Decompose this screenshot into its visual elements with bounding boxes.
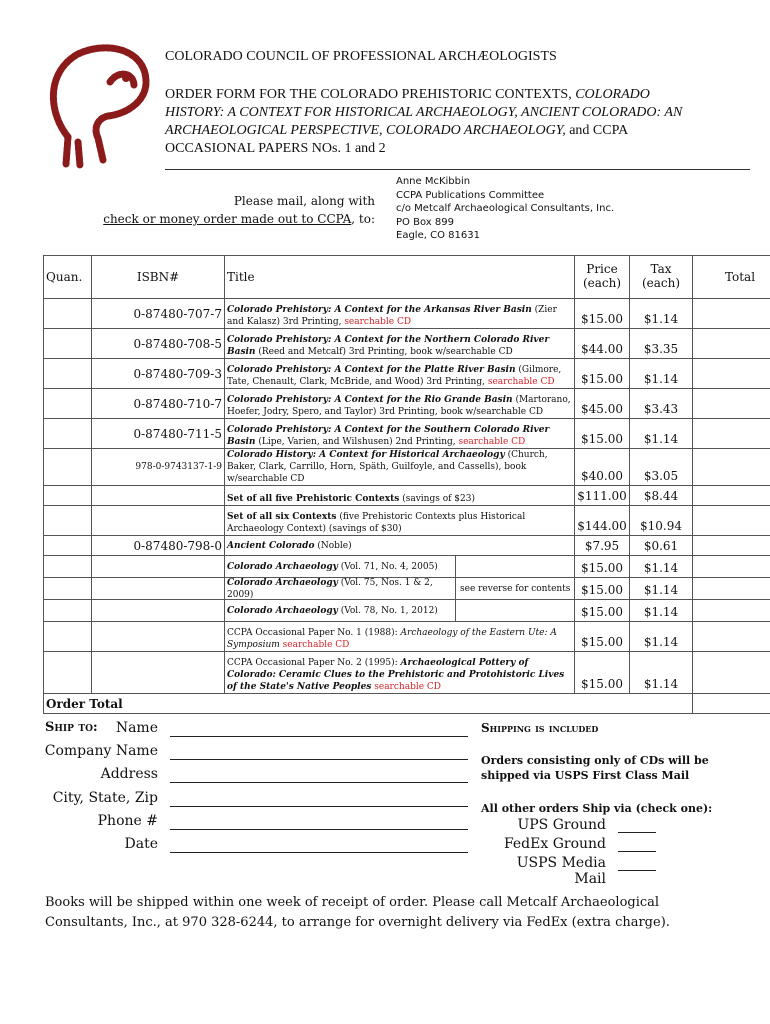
name-field[interactable] xyxy=(170,736,468,737)
table-header: Quan. ISBN# Title Price (each) Tax (each) Total xyxy=(44,256,770,299)
total-input[interactable] xyxy=(693,652,770,694)
fedex-option-check[interactable] xyxy=(618,851,656,852)
address-field[interactable] xyxy=(170,782,468,783)
qty-input[interactable] xyxy=(44,556,92,578)
table-row: 0-87480-710-7 Colorado Prehistory: A Context for the Rio Grande Basin (Martorano, Hoefer, Jodry, Spero, and Taylor) 3rd Printing, book w/searchable CD $45.00 $3.43 xyxy=(44,389,770,419)
table-row: Colorado Archaeology (Vol. 78, No. 1, 2012) $15.00 $1.14 xyxy=(44,600,770,622)
total-input[interactable] xyxy=(693,299,770,329)
phone-field[interactable] xyxy=(170,829,468,830)
table-row-set5: Set of all five Prehistoric Contexts (savings of $23) $111.00 $8.44 xyxy=(44,486,770,506)
other-shipping-note: All other orders Ship via (check one): xyxy=(481,802,713,815)
usps-option-label: USPS Media Mail xyxy=(516,855,606,887)
date-field[interactable] xyxy=(170,852,468,853)
table-row-op2: CCPA Occasional Paper No. 2 (1995): Archaeological Pottery of Colorado: Ceramic Clues to the Prehistoric and Protohistoric Lives of the State's Native Peoples searchable CD $15.00 $1.14 xyxy=(44,652,770,694)
total-input[interactable] xyxy=(693,536,770,556)
qty-input[interactable] xyxy=(44,329,92,359)
date-label: Date xyxy=(124,836,158,852)
table-row: 0-87480-707-7 Colorado Prehistory: A Context for the Arkansas River Basin (Zier and Kalasz) 3rd Printing, searchable CD $15.00 $1.14 xyxy=(44,299,770,329)
ship-to-title: Ship to: xyxy=(45,720,98,735)
city-label: City, State, Zip xyxy=(52,790,158,806)
order-total-label: Order Total xyxy=(44,694,693,714)
header-divider xyxy=(165,169,750,170)
qty-input[interactable] xyxy=(44,600,92,622)
ups-option-check[interactable] xyxy=(618,832,656,833)
order-table xyxy=(43,255,770,714)
table-row-ancient: 0-87480-798-0 Ancient Colorado (Noble) $7.95 $0.61 xyxy=(44,536,770,556)
address-label: Address xyxy=(100,766,158,782)
table-row: 0-87480-708-5 Colorado Prehistory: A Context for the Northern Colorado River Basin (Reed and Metcalf) 3rd Printing, book w/searchable CD $44.00 $3.35 xyxy=(44,329,770,359)
total-input[interactable] xyxy=(693,419,770,449)
total-input[interactable] xyxy=(693,622,770,652)
qty-input[interactable] xyxy=(44,578,92,600)
table-row: Colorado Archaeology (Vol. 71, No. 4, 2005) $15.00 $1.14 xyxy=(44,556,770,578)
qty-input[interactable] xyxy=(44,419,92,449)
total-input[interactable] xyxy=(693,506,770,536)
fedex-option-label: FedEx Ground xyxy=(503,836,606,852)
qty-input[interactable] xyxy=(44,389,92,419)
cd-shipping-note: Orders consisting only of CDs will be shipped via USPS First Class Mail xyxy=(481,754,709,782)
table-row: Colorado Archaeology (Vol. 75, Nos. 1 & 2, 2009) see reverse for contents $15.00 $1.14 xyxy=(44,578,770,600)
phone-label: Phone # xyxy=(97,813,158,829)
qty-input[interactable] xyxy=(44,622,92,652)
city-field[interactable] xyxy=(170,806,468,807)
shipping-heading: Shipping is included xyxy=(481,721,599,735)
qty-input[interactable] xyxy=(44,299,92,329)
ups-option-label: UPS Ground xyxy=(517,817,606,833)
ccpa-logo xyxy=(38,42,156,172)
usps-option-check[interactable] xyxy=(618,870,656,871)
table-row-set6: Set of all six Contexts (five Prehistoric Contexts plus Historical Archaeology Context) (savings of $30) $144.00 $10.94 xyxy=(44,506,770,536)
qty-input[interactable] xyxy=(44,536,92,556)
qty-input[interactable] xyxy=(44,486,92,506)
qty-input[interactable] xyxy=(44,359,92,389)
company-label: Company Name xyxy=(44,743,158,759)
footer-note: Books will be shipped within one week of receipt of order. Please call Metcalf Archaeological Consultants, Inc., at 970 328-6244, to arrange for overnight delivery via FedEx (extra charge). xyxy=(45,895,670,930)
order-total-input[interactable] xyxy=(693,694,770,714)
see-reverse-note: see reverse for contents xyxy=(460,583,571,594)
org-name: COLORADO COUNCIL OF PROFESSIONAL ARCHÆOLOGISTS xyxy=(165,49,557,64)
mailing-address: Anne McKibbin CCPA Publications Committee c/o Metcalf Archaeological Consultants, Inc. PO Box 899 Eagle, CO 81631 xyxy=(396,176,615,241)
total-input[interactable] xyxy=(693,449,770,486)
table-row: 978-0-9743137-1-9 Colorado History: A Context for Historical Archaeology (Church, Baker, Clark, Carrillo, Horn, Späth, Guilfoyle, and Cassells), book w/searchable CD $40.00 $3.05 xyxy=(44,449,770,486)
table-row: 0-87480-711-5 Colorado Prehistory: A Context for the Southern Colorado River Basin (Lipe, Varien, and Wilshusen) 2nd Printing, searchable CD $15.00 $1.14 xyxy=(44,419,770,449)
mail-instructions: Please mail, along with check or money order made out to CCPA, to: xyxy=(103,194,375,226)
total-input[interactable] xyxy=(693,329,770,359)
total-input[interactable] xyxy=(693,578,770,600)
total-input[interactable] xyxy=(693,556,770,578)
table-row: 0-87480-709-3 Colorado Prehistory: A Context for the Platte River Basin (Gilmore, Tate, Chenault, Clark, McBride, and Wood) 3rd Printing, searchable CD $15.00 $1.14 xyxy=(44,359,770,389)
table-row-op1: CCPA Occasional Paper No. 1 (1988): Archaeology of the Eastern Ute: A Symposium searchable CD $15.00 $1.14 xyxy=(44,622,770,652)
qty-input[interactable] xyxy=(44,506,92,536)
form-title: ORDER FORM FOR THE COLORADO PREHISTORIC CONTEXTS, COLORADO HISTORY: A CONTEXT FOR HISTORICAL ARCHAEOLOGY, ANCIENT COLORADO: AN ARCHAEOLOGICAL PERSPECTIVE, COLORADO ARCHAEOLOGY, and CCPA OCCASIONAL PAPERS NOs. 1 and 2 xyxy=(165,87,683,156)
qty-input[interactable] xyxy=(44,652,92,694)
qty-input[interactable] xyxy=(44,449,92,486)
total-input[interactable] xyxy=(693,486,770,506)
total-input[interactable] xyxy=(693,600,770,622)
total-input[interactable] xyxy=(693,389,770,419)
total-input[interactable] xyxy=(693,359,770,389)
name-label: Name xyxy=(115,720,158,736)
company-field[interactable] xyxy=(170,759,468,760)
order-total-row xyxy=(44,694,770,714)
